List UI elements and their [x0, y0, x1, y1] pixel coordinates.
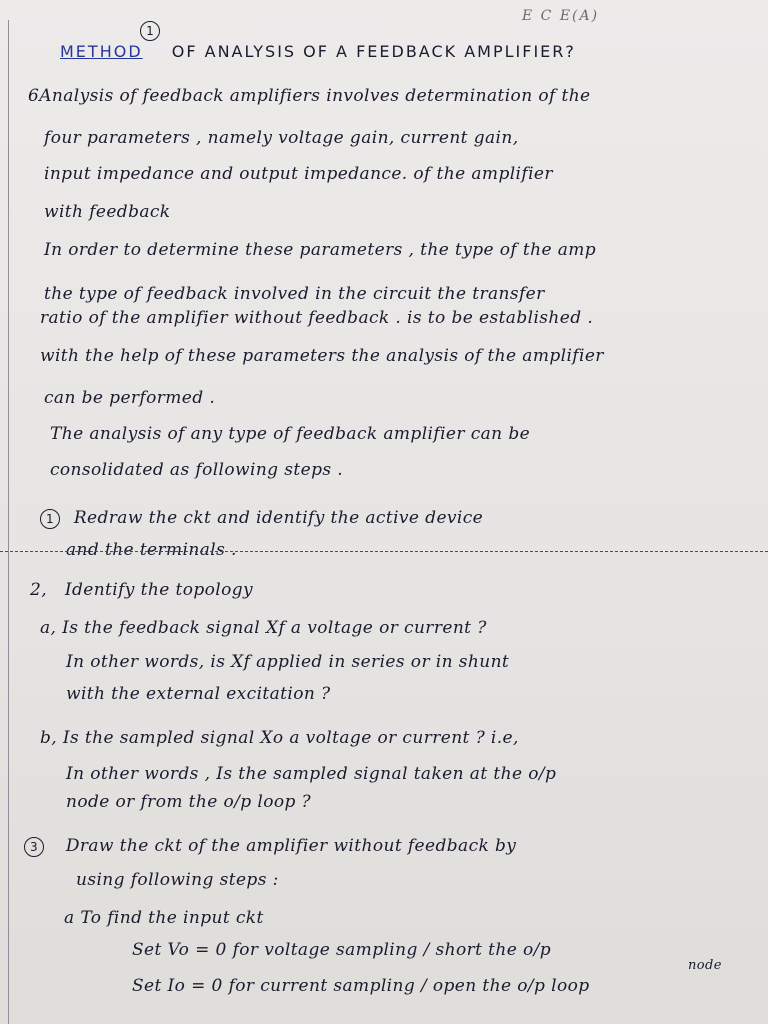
page-margin-line [8, 20, 9, 1024]
page-title [60, 42, 576, 62]
title-word-method: METHOD [60, 42, 143, 61]
step2-line: b, Is the sampled signal Xo a voltage or current ? i.e, [40, 728, 519, 748]
step2-line: a, Is the feedback signal Xf a voltage or current ? [40, 618, 487, 638]
step1-first-line [40, 508, 483, 529]
paragraph2-line: with the help of these parameters the analysis of the amplifier [40, 346, 604, 366]
step2-line: with the external excitation ? [66, 684, 331, 704]
paragraph2-line: ratio of the amplifier without feedback . is to be established . [40, 308, 594, 328]
step1-number: 1 [40, 509, 60, 529]
step3-sub-line: Set Io = 0 for current sampling / open the o/p loop [132, 976, 590, 996]
step3-sub-line-note: node [688, 958, 722, 973]
step3-line: Draw the ckt of the amplifier without feedback by [65, 836, 517, 856]
step1-line: Redraw the ckt and identify the active device [73, 508, 484, 528]
paragraph1-line: with feedback [44, 202, 171, 222]
paragraph1-line: input impedance and output impedance. of the amplifier [44, 164, 553, 184]
section-divider [0, 551, 768, 552]
step2-first-line [30, 580, 253, 600]
title-rest: OF ANALYSIS OF A FEEDBACK AMPLIFIER? [171, 42, 576, 61]
step2-line: In other words, is Xf applied in series or in shunt [66, 652, 510, 672]
step3-number: 3 [24, 837, 44, 857]
page-number-circle: 1 [140, 21, 160, 41]
step1-line: and the terminals . [66, 540, 237, 560]
step2-number: 2, [30, 580, 48, 600]
step2-line: In other words , Is the sampled signal taken at the o/p [66, 764, 557, 784]
corner-note: E C E(A) [522, 8, 600, 24]
step3-first-line [24, 836, 516, 857]
step2-line: node or from the o/p loop ? [66, 792, 312, 812]
page-number [140, 20, 160, 41]
paragraph3-line: consolidated as following steps . [50, 460, 344, 480]
step2-line: Identify the topology [64, 580, 254, 600]
paragraph1-line: 6Analysis of feedback amplifiers involves determination of the [28, 86, 591, 106]
step3-line: a To find the input ckt [64, 908, 264, 928]
paragraph1-line: four parameters , namely voltage gain, current gain, [44, 128, 519, 148]
step3-line: using following steps : [76, 870, 279, 890]
paragraph3-line: The analysis of any type of feedback amplifier can be [50, 424, 531, 444]
step3-sub-line: Set Vo = 0 for voltage sampling / short the o/p [132, 940, 552, 960]
paragraph2-line: In order to determine these parameters , the type of the amp [44, 240, 597, 260]
paragraph2-line: can be performed . [44, 388, 216, 408]
paragraph2-line: the type of feedback involved in the circuit the transfer [44, 284, 545, 304]
